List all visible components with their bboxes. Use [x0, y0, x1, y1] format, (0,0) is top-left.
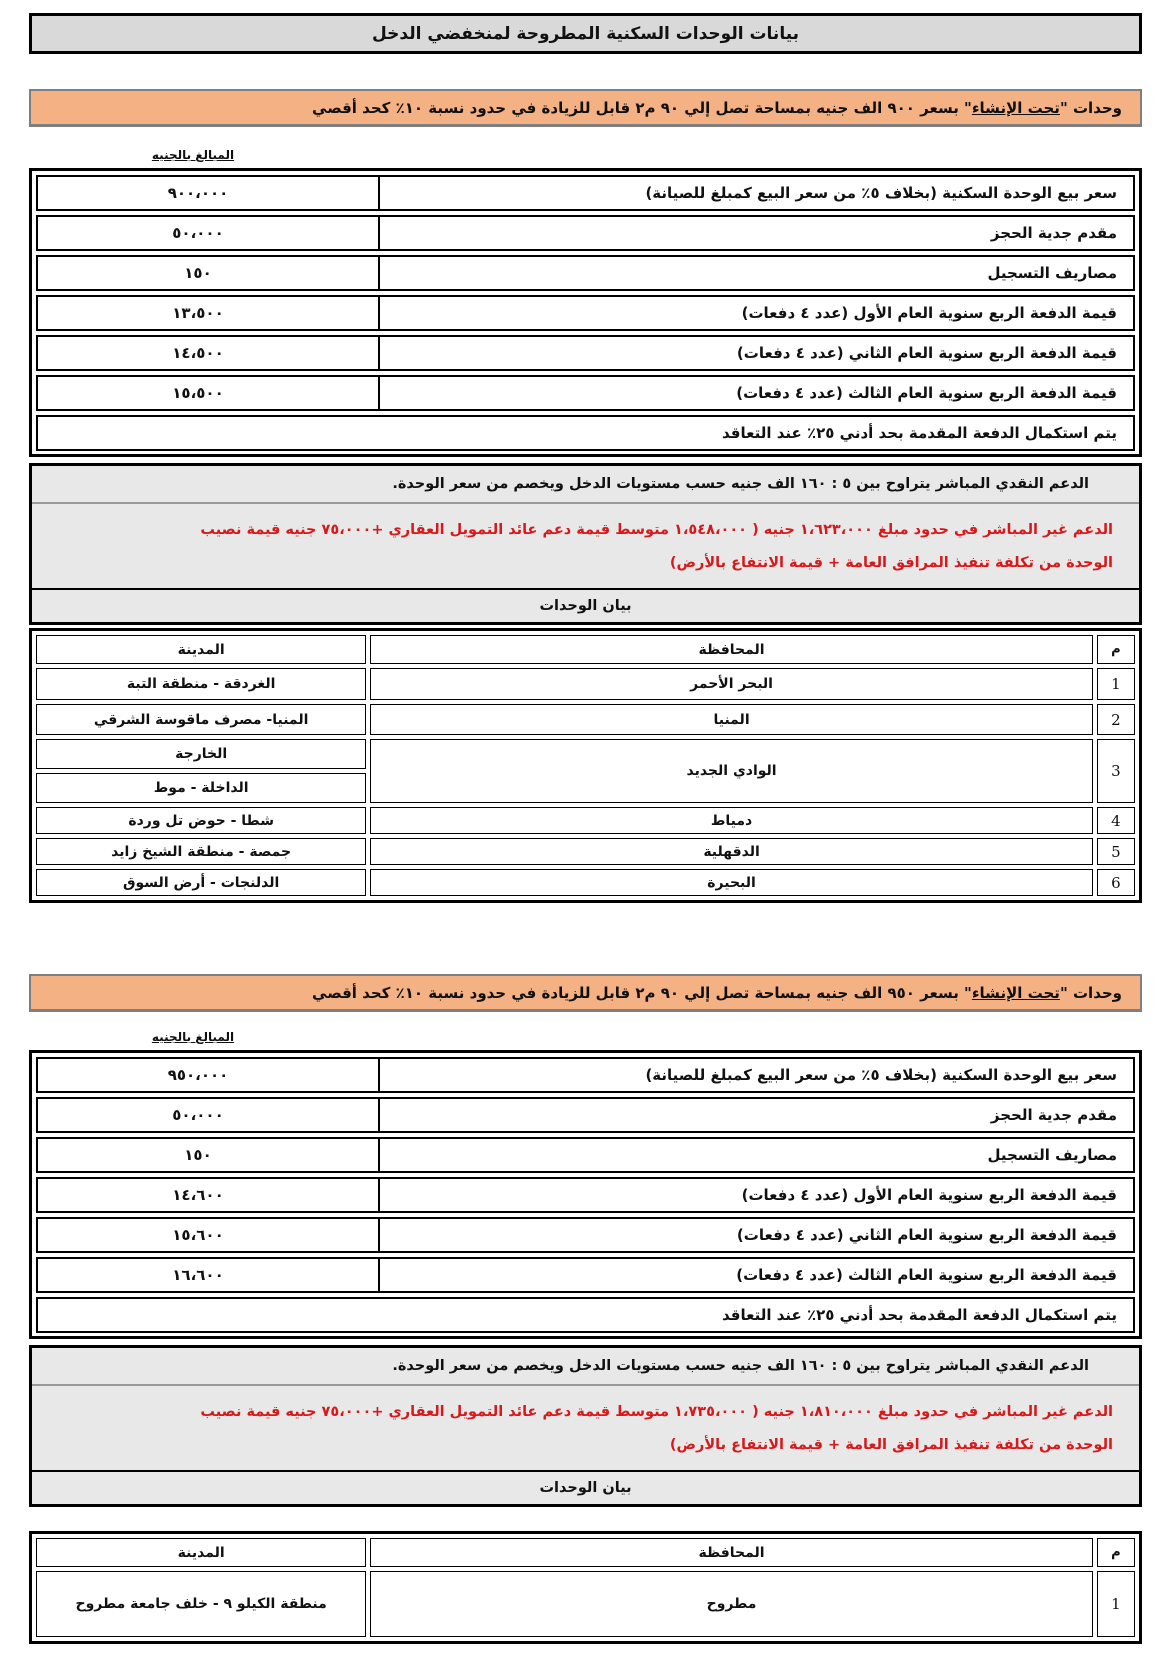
finance-value: ١٣،٥٠٠: [172, 304, 224, 322]
section-2-units-table: [29, 1531, 1142, 1644]
section-2-header-prefix: وحدات ": [1059, 983, 1122, 1002]
row-governorate: الدقهلية: [370, 838, 1093, 865]
finance-row: [36, 335, 1135, 371]
row-num: 5: [1097, 838, 1135, 865]
finance-value: ١٦،٦٠٠: [172, 1266, 224, 1284]
finance-row: [36, 295, 1135, 331]
indirect-support-line-2: الوحدة من تكلفة تنفيذ المرافق العامة + قيمة الانتفاع بالأرض): [669, 1437, 1113, 1453]
header-governorate: المحافظة: [370, 635, 1093, 664]
finance-label: مصاريف التسجيل: [378, 1139, 1133, 1171]
row-city: الدلنجات - أرض السوق: [36, 869, 366, 896]
finance-value: ١٤،٥٠٠: [172, 344, 224, 362]
finance-note-row: [36, 415, 1135, 451]
row-governorate: دمياط: [370, 807, 1093, 834]
row-num: 2: [1097, 704, 1135, 735]
finance-value: ١٥،٦٠٠: [172, 1226, 224, 1244]
section-2-support-box: [29, 1345, 1142, 1507]
table-row: [36, 668, 1135, 700]
finance-row: [36, 1217, 1135, 1253]
section-1-header-suffix: " بسعر ٩٠٠ الف جنيه بمساحة تصل إلي ٩٠ م٢ قابل للزيادة في حدود نسبة ١٠٪ كحد أقصي: [312, 98, 972, 117]
finance-value: ٩٥٠،٠٠٠: [167, 1066, 229, 1084]
direct-support-text: الدعم النقدي المباشر يتراوح بين ٥ : ١٦٠ الف جنيه حسب مستويات الدخل ويخصم من سعر الوحدة.: [32, 466, 1139, 504]
indirect-support-text: [32, 504, 1139, 590]
finance-note: يتم استكمال الدفعة المقدمة بحد أدني ٢٥٪ عند التعاقد: [722, 1306, 1117, 1324]
row-city: جمصة - منطقة الشيخ زايد: [36, 838, 366, 865]
header-governorate: المحافظة: [370, 1538, 1093, 1567]
finance-row: [36, 1177, 1135, 1213]
row-city: الغردقة - منطقة التبة: [36, 668, 366, 700]
finance-note-row: [36, 1297, 1135, 1333]
finance-row: [36, 175, 1135, 211]
row-num: 6: [1097, 869, 1135, 896]
section-1-header: [29, 89, 1142, 127]
section-1-finance-table: [29, 168, 1142, 457]
section-2-header-underlined: تحت الإنشاء: [971, 983, 1060, 1002]
table-row: [36, 807, 1135, 834]
finance-value: ١٥٠: [184, 264, 212, 282]
finance-value: ١٥،٥٠٠: [172, 384, 224, 402]
row-governorate: المنيا: [370, 704, 1093, 735]
finance-row: [36, 375, 1135, 411]
section-1-support-box: [29, 463, 1142, 625]
row-governorate: البحيرة: [370, 869, 1093, 896]
finance-row: [36, 215, 1135, 251]
direct-support-text: الدعم النقدي المباشر يتراوح بين ٥ : ١٦٠ الف جنيه حسب مستويات الدخل ويخصم من سعر الوحدة.: [32, 1348, 1139, 1386]
table-row: [36, 739, 1135, 769]
finance-row: [36, 1057, 1135, 1093]
row-city: الداخلة - موط: [36, 773, 366, 803]
finance-label: قيمة الدفعة الربع سنوية العام الثاني (عدد ٤ دفعات): [378, 1219, 1133, 1251]
row-num: 4: [1097, 807, 1135, 834]
row-city: الخارجة: [36, 739, 366, 769]
finance-row: [36, 255, 1135, 291]
finance-label: قيمة الدفعة الربع سنوية العام الأول (عدد ٤ دفعات): [378, 1179, 1133, 1211]
section-2-header-suffix: " بسعر ٩٥٠ الف جنيه بمساحة تصل إلي ٩٠ م٢ قابل للزيادة في حدود نسبة ١٠٪ كحد أقصي: [312, 983, 972, 1002]
finance-note: يتم استكمال الدفعة المقدمة بحد أدني ٢٥٪ عند التعاقد: [722, 424, 1117, 442]
table-row: [36, 869, 1135, 896]
finance-value: ٩٠٠،٠٠٠: [167, 184, 229, 202]
finance-value: ١٥٠: [184, 1146, 212, 1164]
finance-row: [36, 1097, 1135, 1133]
finance-label: سعر بيع الوحدة السكنية (بخلاف ٥٪ من سعر البيع كمبلغ للصيانة): [378, 1059, 1133, 1091]
finance-label: قيمة الدفعة الربع سنوية العام الثالث (عدد ٤ دفعات): [378, 377, 1133, 409]
row-num: 1: [1097, 1571, 1135, 1637]
units-title: بيان الوحدات: [539, 1480, 632, 1496]
finance-value: ٥٠،٠٠٠: [172, 1106, 224, 1124]
page-title: بيانات الوحدات السكنية المطروحة لمنخفضي الدخل: [29, 13, 1142, 54]
indirect-support-line-1: الدعم غير المباشر في حدود مبلغ ١،٦٢٣،٠٠٠ جنيه ( ١،٥٤٨،٠٠٠ متوسط قيمة دعم عائد التمويل العقاري +٧٥،٠٠٠ جنيه قيمة نصيب: [200, 522, 1113, 538]
row-city: المنيا- مصرف ماقوسة الشرقي: [36, 704, 366, 735]
table-row: [36, 704, 1135, 735]
section-2-header: [29, 974, 1142, 1012]
finance-label: مقدم جدية الحجز: [378, 217, 1133, 249]
section-1-header-underlined: تحت الإنشاء: [971, 98, 1060, 117]
row-governorate: البحر الأحمر: [370, 668, 1093, 700]
row-num: 3: [1097, 739, 1135, 803]
indirect-support-line-1: الدعم غير المباشر في حدود مبلغ ١،٨١٠،٠٠٠ جنيه ( ١،٧٣٥،٠٠٠ متوسط قيمة دعم عائد التمويل العقاري +٧٥،٠٠٠ جنيه قيمة نصيب: [200, 1404, 1113, 1420]
table-row: [36, 1571, 1135, 1637]
indirect-support-line-2: الوحدة من تكلفة تنفيذ المرافق العامة + قيمة الانتفاع بالأرض): [669, 555, 1113, 571]
header-city: المدينة: [36, 1538, 366, 1567]
finance-label: مقدم جدية الحجز: [378, 1099, 1133, 1131]
units-title: بيان الوحدات: [539, 598, 632, 614]
header-city: المدينة: [36, 635, 366, 664]
finance-row: [36, 1137, 1135, 1173]
table-row: [36, 838, 1135, 865]
header-num: م: [1097, 635, 1135, 664]
section-1-units-table: [29, 628, 1142, 903]
section-2-finance-table: [29, 1050, 1142, 1339]
finance-value: ١٤،٦٠٠: [172, 1186, 224, 1204]
units-table-header-row: [36, 635, 1135, 664]
finance-value: ٥٠،٠٠٠: [172, 224, 224, 242]
amounts-label: المبالغ بالجنيه: [151, 1030, 235, 1044]
units-table-header-row: [36, 1538, 1135, 1567]
indirect-support-text: [32, 1386, 1139, 1472]
finance-row: [36, 1257, 1135, 1293]
row-governorate: مطروح: [370, 1571, 1093, 1637]
header-num: م: [1097, 1538, 1135, 1567]
finance-label: مصاريف التسجيل: [378, 257, 1133, 289]
finance-label: قيمة الدفعة الربع سنوية العام الأول (عدد ٤ دفعات): [378, 297, 1133, 329]
row-governorate: الوادي الجديد: [370, 739, 1093, 803]
finance-label: قيمة الدفعة الربع سنوية العام الثالث (عدد ٤ دفعات): [378, 1259, 1133, 1291]
section-1-header-prefix: وحدات ": [1059, 98, 1122, 117]
finance-label: قيمة الدفعة الربع سنوية العام الثاني (عدد ٤ دفعات): [378, 337, 1133, 369]
finance-label: سعر بيع الوحدة السكنية (بخلاف ٥٪ من سعر البيع كمبلغ للصيانة): [378, 177, 1133, 209]
row-city: منطقة الكيلو ٩ - خلف جامعة مطروح: [36, 1571, 366, 1637]
amounts-label: المبالغ بالجنيه: [151, 148, 235, 162]
row-num: 1: [1097, 668, 1135, 700]
row-city: شطا - حوض تل وردة: [36, 807, 366, 834]
